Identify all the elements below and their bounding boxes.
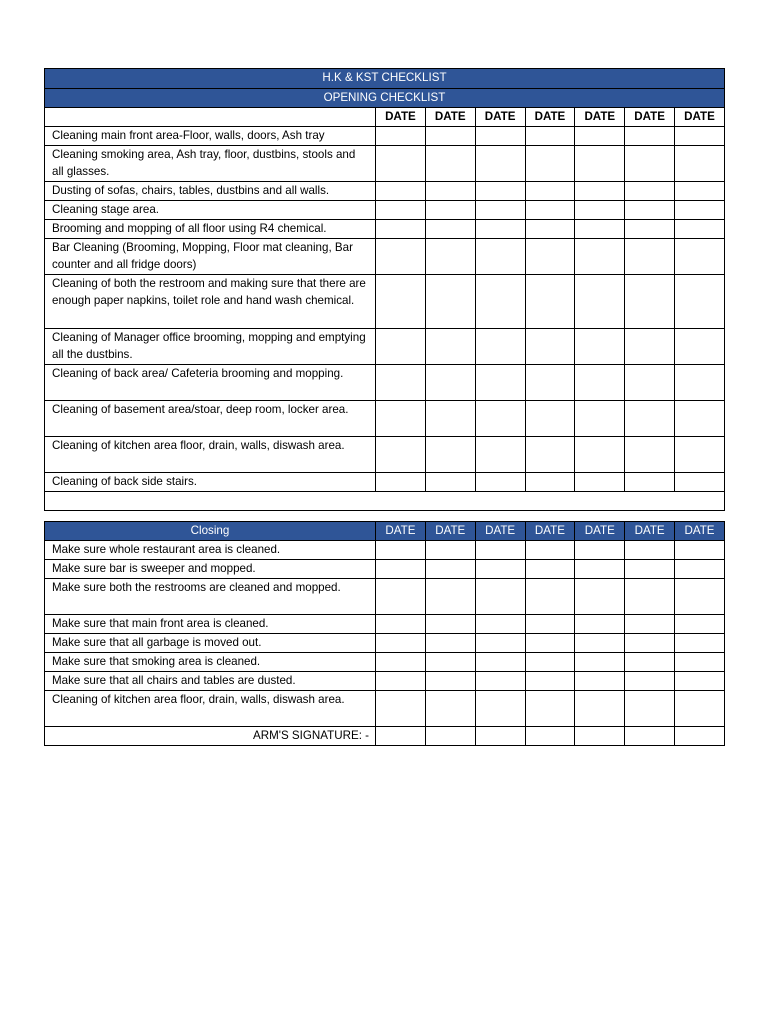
date-header: DATE bbox=[376, 522, 426, 541]
closing-task-row bbox=[45, 560, 725, 579]
date-entry-cell[interactable] bbox=[376, 473, 426, 492]
date-entry-cell[interactable] bbox=[625, 146, 675, 182]
date-entry-cell[interactable] bbox=[425, 275, 475, 329]
date-header: DATE bbox=[625, 108, 675, 127]
task-label: Make sure both the restrooms are cleaned and mopped. bbox=[45, 579, 376, 615]
task-label: Cleaning of back area/ Cafeteria brooming and mopping. bbox=[45, 365, 376, 401]
date-entry-cell[interactable] bbox=[625, 691, 675, 727]
date-entry-cell[interactable] bbox=[575, 365, 625, 401]
date-entry-cell[interactable] bbox=[675, 220, 725, 239]
date-entry-cell[interactable] bbox=[525, 560, 575, 579]
date-entry-cell[interactable] bbox=[425, 473, 475, 492]
date-entry-cell[interactable] bbox=[525, 615, 575, 634]
date-entry-cell[interactable] bbox=[575, 329, 625, 365]
date-entry-cell[interactable] bbox=[675, 473, 725, 492]
date-entry-cell[interactable] bbox=[376, 691, 426, 727]
date-entry-cell[interactable] bbox=[625, 653, 675, 672]
date-entry-cell[interactable] bbox=[675, 672, 725, 691]
date-entry-cell[interactable] bbox=[625, 201, 675, 220]
date-entry-cell[interactable] bbox=[525, 579, 575, 615]
signature-entry-cell[interactable] bbox=[475, 727, 525, 746]
date-entry-cell[interactable] bbox=[675, 365, 725, 401]
date-entry-cell[interactable] bbox=[575, 634, 625, 653]
date-entry-cell[interactable] bbox=[425, 365, 475, 401]
date-entry-cell[interactable] bbox=[475, 560, 525, 579]
date-entry-cell[interactable] bbox=[675, 560, 725, 579]
task-label: Make sure bar is sweeper and mopped. bbox=[45, 560, 376, 579]
date-entry-cell[interactable] bbox=[425, 579, 475, 615]
date-entry-cell[interactable] bbox=[575, 146, 625, 182]
date-entry-cell[interactable] bbox=[525, 634, 575, 653]
task-label: Cleaning of back side stairs. bbox=[45, 473, 376, 492]
date-entry-cell[interactable] bbox=[625, 365, 675, 401]
date-entry-cell[interactable] bbox=[675, 201, 725, 220]
date-entry-cell[interactable] bbox=[675, 146, 725, 182]
task-label: Cleaning of both the restroom and making sure that there are enough paper napkins, toilet role and hand wash chemical. bbox=[45, 275, 376, 329]
date-entry-cell[interactable] bbox=[475, 634, 525, 653]
opening-task-row bbox=[45, 365, 725, 401]
date-entry-cell[interactable] bbox=[475, 691, 525, 727]
signature-entry-cell[interactable] bbox=[525, 727, 575, 746]
date-entry-cell[interactable] bbox=[575, 220, 625, 239]
date-entry-cell[interactable] bbox=[425, 182, 475, 201]
date-header: DATE bbox=[376, 108, 426, 127]
date-entry-cell[interactable] bbox=[376, 653, 426, 672]
date-entry-cell[interactable] bbox=[525, 691, 575, 727]
date-entry-cell[interactable] bbox=[376, 579, 426, 615]
opening-spacer-row bbox=[45, 492, 725, 511]
date-entry-cell[interactable] bbox=[475, 653, 525, 672]
task-label: Make sure that all chairs and tables are dusted. bbox=[45, 672, 376, 691]
date-entry-cell[interactable] bbox=[625, 541, 675, 560]
opening-subtitle: OPENING CHECKLIST bbox=[45, 89, 725, 108]
date-entry-cell[interactable] bbox=[575, 201, 625, 220]
date-entry-cell[interactable] bbox=[475, 146, 525, 182]
date-entry-cell[interactable] bbox=[425, 437, 475, 473]
date-entry-cell[interactable] bbox=[625, 579, 675, 615]
task-label: Make sure that main front area is cleaned. bbox=[45, 615, 376, 634]
date-entry-cell[interactable] bbox=[675, 634, 725, 653]
opening-checklist-table bbox=[44, 68, 725, 511]
date-entry-cell[interactable] bbox=[475, 672, 525, 691]
date-entry-cell[interactable] bbox=[625, 615, 675, 634]
closing-task-row bbox=[45, 541, 725, 560]
date-entry-cell[interactable] bbox=[475, 220, 525, 239]
date-header: DATE bbox=[425, 522, 475, 541]
date-entry-cell[interactable] bbox=[625, 220, 675, 239]
date-entry-cell[interactable] bbox=[675, 182, 725, 201]
date-entry-cell[interactable] bbox=[625, 437, 675, 473]
date-entry-cell[interactable] bbox=[525, 653, 575, 672]
date-entry-cell[interactable] bbox=[575, 691, 625, 727]
date-entry-cell[interactable] bbox=[425, 220, 475, 239]
date-entry-cell[interactable] bbox=[575, 437, 625, 473]
opening-task-row bbox=[45, 473, 725, 492]
date-entry-cell[interactable] bbox=[525, 146, 575, 182]
date-entry-cell[interactable] bbox=[425, 653, 475, 672]
date-entry-cell[interactable] bbox=[575, 560, 625, 579]
signature-row bbox=[45, 727, 725, 746]
signature-entry-cell[interactable] bbox=[575, 727, 625, 746]
date-header: DATE bbox=[675, 522, 725, 541]
date-entry-cell[interactable] bbox=[475, 615, 525, 634]
date-header: DATE bbox=[475, 522, 525, 541]
date-entry-cell[interactable] bbox=[525, 275, 575, 329]
date-entry-cell[interactable] bbox=[475, 541, 525, 560]
date-entry-cell[interactable] bbox=[376, 615, 426, 634]
date-entry-cell[interactable] bbox=[525, 401, 575, 437]
date-entry-cell[interactable] bbox=[525, 365, 575, 401]
date-entry-cell[interactable] bbox=[376, 239, 426, 275]
opening-task-row bbox=[45, 275, 725, 329]
closing-task-row bbox=[45, 615, 725, 634]
date-entry-cell[interactable] bbox=[425, 634, 475, 653]
date-entry-cell[interactable] bbox=[475, 579, 525, 615]
date-entry-cell[interactable] bbox=[625, 560, 675, 579]
task-label: Cleaning stage area. bbox=[45, 201, 376, 220]
date-entry-cell[interactable] bbox=[376, 201, 426, 220]
date-entry-cell[interactable] bbox=[475, 201, 525, 220]
date-entry-cell[interactable] bbox=[376, 541, 426, 560]
date-entry-cell[interactable] bbox=[376, 437, 426, 473]
date-entry-cell[interactable] bbox=[425, 615, 475, 634]
date-entry-cell[interactable] bbox=[425, 560, 475, 579]
date-entry-cell[interactable] bbox=[425, 329, 475, 365]
checklist-title: H.K & KST CHECKLIST bbox=[45, 69, 725, 89]
task-label: Make sure that all garbage is moved out. bbox=[45, 634, 376, 653]
date-entry-cell[interactable] bbox=[675, 653, 725, 672]
date-entry-cell[interactable] bbox=[675, 127, 725, 146]
date-entry-cell[interactable] bbox=[625, 127, 675, 146]
task-label: Brooming and mopping of all floor using R4 chemical. bbox=[45, 220, 376, 239]
closing-task-row bbox=[45, 579, 725, 615]
date-entry-cell[interactable] bbox=[376, 146, 426, 182]
opening-task-row bbox=[45, 401, 725, 437]
date-entry-cell[interactable] bbox=[376, 329, 426, 365]
date-entry-cell[interactable] bbox=[475, 275, 525, 329]
date-entry-cell[interactable] bbox=[425, 127, 475, 146]
task-label: Cleaning main front area-Floor, walls, doors, Ash tray bbox=[45, 127, 376, 146]
date-entry-cell[interactable] bbox=[475, 127, 525, 146]
date-entry-cell[interactable] bbox=[525, 127, 575, 146]
date-entry-cell[interactable] bbox=[425, 146, 475, 182]
date-entry-cell[interactable] bbox=[575, 401, 625, 437]
date-entry-cell[interactable] bbox=[575, 239, 625, 275]
date-entry-cell[interactable] bbox=[376, 127, 426, 146]
opening-task-row bbox=[45, 329, 725, 365]
date-header: DATE bbox=[575, 522, 625, 541]
closing-header-row bbox=[45, 522, 725, 541]
opening-blank-header-cell bbox=[45, 108, 376, 127]
date-entry-cell[interactable] bbox=[525, 329, 575, 365]
date-entry-cell[interactable] bbox=[625, 275, 675, 329]
task-label: Cleaning of basement area/stoar, deep room, locker area. bbox=[45, 401, 376, 437]
date-header: DATE bbox=[675, 108, 725, 127]
date-entry-cell[interactable] bbox=[675, 691, 725, 727]
signature-entry-cell[interactable] bbox=[425, 727, 475, 746]
date-entry-cell[interactable] bbox=[575, 127, 625, 146]
date-entry-cell[interactable] bbox=[575, 672, 625, 691]
date-entry-cell[interactable] bbox=[425, 401, 475, 437]
task-label: Make sure that smoking area is cleaned. bbox=[45, 653, 376, 672]
opening-task-row bbox=[45, 201, 725, 220]
signature-entry-cell[interactable] bbox=[675, 727, 725, 746]
spacer-cell bbox=[45, 492, 725, 511]
date-entry-cell[interactable] bbox=[376, 182, 426, 201]
date-entry-cell[interactable] bbox=[376, 634, 426, 653]
opening-date-header-row bbox=[45, 108, 725, 127]
date-header: DATE bbox=[525, 522, 575, 541]
date-entry-cell[interactable] bbox=[625, 672, 675, 691]
date-entry-cell[interactable] bbox=[376, 672, 426, 691]
date-entry-cell[interactable] bbox=[625, 182, 675, 201]
date-entry-cell[interactable] bbox=[575, 615, 625, 634]
date-entry-cell[interactable] bbox=[675, 329, 725, 365]
closing-task-row bbox=[45, 634, 725, 653]
date-entry-cell[interactable] bbox=[575, 579, 625, 615]
date-entry-cell[interactable] bbox=[475, 365, 525, 401]
date-entry-cell[interactable] bbox=[525, 541, 575, 560]
closing-title: Closing bbox=[45, 522, 376, 541]
date-entry-cell[interactable] bbox=[625, 239, 675, 275]
opening-task-row bbox=[45, 239, 725, 275]
closing-checklist-table bbox=[44, 521, 725, 746]
date-entry-cell[interactable] bbox=[376, 365, 426, 401]
date-entry-cell[interactable] bbox=[525, 437, 575, 473]
task-label: Cleaning of kitchen area floor, drain, walls, diswash area. bbox=[45, 437, 376, 473]
date-entry-cell[interactable] bbox=[376, 220, 426, 239]
date-entry-cell[interactable] bbox=[475, 329, 525, 365]
date-entry-cell[interactable] bbox=[675, 275, 725, 329]
date-entry-cell[interactable] bbox=[625, 401, 675, 437]
date-entry-cell[interactable] bbox=[525, 182, 575, 201]
opening-task-row bbox=[45, 146, 725, 182]
signature-entry-cell[interactable] bbox=[625, 727, 675, 746]
date-entry-cell[interactable] bbox=[675, 401, 725, 437]
date-entry-cell[interactable] bbox=[376, 560, 426, 579]
date-entry-cell[interactable] bbox=[525, 672, 575, 691]
closing-task-row bbox=[45, 653, 725, 672]
date-header: DATE bbox=[575, 108, 625, 127]
date-entry-cell[interactable] bbox=[625, 329, 675, 365]
date-entry-cell[interactable] bbox=[525, 473, 575, 492]
opening-task-row bbox=[45, 182, 725, 201]
date-entry-cell[interactable] bbox=[425, 201, 475, 220]
date-entry-cell[interactable] bbox=[475, 239, 525, 275]
date-entry-cell[interactable] bbox=[575, 473, 625, 492]
opening-task-row bbox=[45, 437, 725, 473]
date-entry-cell[interactable] bbox=[675, 541, 725, 560]
date-entry-cell[interactable] bbox=[675, 437, 725, 473]
date-entry-cell[interactable] bbox=[625, 473, 675, 492]
date-entry-cell[interactable] bbox=[675, 615, 725, 634]
task-label: Bar Cleaning (Brooming, Mopping, Floor mat cleaning, Bar counter and all fridge doors) bbox=[45, 239, 376, 275]
date-header: DATE bbox=[425, 108, 475, 127]
date-entry-cell[interactable] bbox=[475, 182, 525, 201]
task-label: Cleaning of Manager office brooming, mopping and emptying all the dustbins. bbox=[45, 329, 376, 365]
date-entry-cell[interactable] bbox=[425, 541, 475, 560]
opening-task-row bbox=[45, 220, 725, 239]
date-entry-cell[interactable] bbox=[575, 182, 625, 201]
date-entry-cell[interactable] bbox=[575, 653, 625, 672]
task-label: Dusting of sofas, chairs, tables, dustbins and all walls. bbox=[45, 182, 376, 201]
closing-task-row bbox=[45, 672, 725, 691]
date-entry-cell[interactable] bbox=[525, 239, 575, 275]
date-header: DATE bbox=[625, 522, 675, 541]
date-entry-cell[interactable] bbox=[475, 473, 525, 492]
date-entry-cell[interactable] bbox=[575, 275, 625, 329]
task-label: Cleaning smoking area, Ash tray, floor, dustbins, stools and all glasses. bbox=[45, 146, 376, 182]
closing-task-row bbox=[45, 691, 725, 727]
date-entry-cell[interactable] bbox=[376, 275, 426, 329]
date-entry-cell[interactable] bbox=[376, 401, 426, 437]
signature-label: ARM'S SIGNATURE: - bbox=[45, 727, 376, 746]
date-entry-cell[interactable] bbox=[425, 672, 475, 691]
opening-task-row bbox=[45, 127, 725, 146]
date-entry-cell[interactable] bbox=[525, 220, 575, 239]
task-label: Cleaning of kitchen area floor, drain, walls, diswash area. bbox=[45, 691, 376, 727]
date-entry-cell[interactable] bbox=[625, 634, 675, 653]
signature-entry-cell[interactable] bbox=[376, 727, 426, 746]
task-label: Make sure whole restaurant area is cleaned. bbox=[45, 541, 376, 560]
date-entry-cell[interactable] bbox=[425, 691, 475, 727]
date-entry-cell[interactable] bbox=[475, 437, 525, 473]
date-header: DATE bbox=[525, 108, 575, 127]
date-entry-cell[interactable] bbox=[675, 239, 725, 275]
date-entry-cell[interactable] bbox=[575, 541, 625, 560]
date-entry-cell[interactable] bbox=[425, 239, 475, 275]
date-header: DATE bbox=[475, 108, 525, 127]
date-entry-cell[interactable] bbox=[675, 579, 725, 615]
date-entry-cell[interactable] bbox=[475, 401, 525, 437]
date-entry-cell[interactable] bbox=[525, 201, 575, 220]
